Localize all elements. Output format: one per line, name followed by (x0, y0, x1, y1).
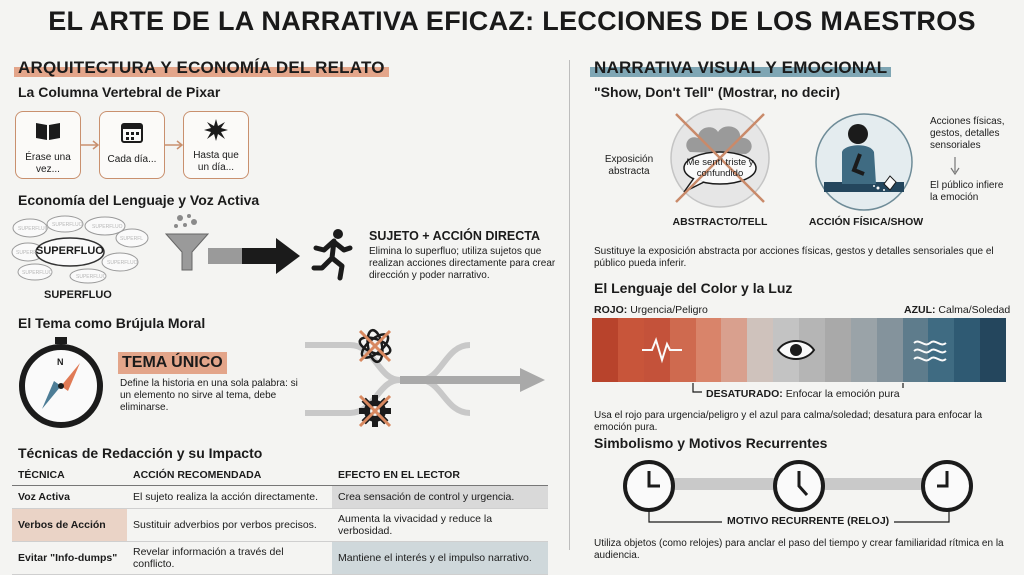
clock-icon (772, 459, 826, 513)
svg-text:SUPERFLUO: SUPERFLUO (92, 224, 123, 230)
exposition-label: Exposición abstracta (604, 154, 654, 177)
pixar-box-3-label: Hasta que un día... (193, 150, 239, 173)
col-header: ACCIÓN RECOMENDADA (127, 465, 332, 486)
eye-icon (776, 336, 816, 364)
heartbeat-icon (640, 332, 684, 368)
col-header: EFECTO EN EL LECTOR (332, 465, 548, 486)
techniques-header-row (12, 465, 548, 486)
theme-text: Define la historia en una sola palabra: si un elemento no sirve al tema, debe eliminarse. (120, 378, 298, 413)
color-swatch (954, 318, 980, 382)
pixar-heading: La Columna Vertebral de Pixar (18, 84, 221, 100)
show-label: ACCIÓN FÍSICA/SHOW (808, 216, 924, 228)
superfluo-bubble-word: SUPERFLUO (36, 245, 104, 257)
svg-text:SUPERFLUO: SUPERFLUO (76, 274, 107, 280)
red-value: Urgencia/Peligro (630, 304, 708, 316)
svg-text:SUPERFLUO: SUPERFLUO (18, 226, 49, 232)
tell-label: ABSTRACTO/TELL (672, 216, 768, 228)
color-swatch (980, 318, 1006, 382)
show-heading: "Show, Don't Tell" (Mostrar, no decir) (594, 84, 841, 100)
blue-key-row (904, 304, 1010, 316)
table-row (12, 486, 548, 509)
symbolism-heading: Simbolismo y Motivos Recurrentes (594, 435, 828, 451)
table-cell: Revelar información a través del conflicto. (127, 542, 332, 575)
tell-bubble-text: Me sentí triste y confundido (686, 157, 754, 179)
color-swatch (747, 318, 773, 382)
table-cell: Crea sensación de control y urgencia. (332, 486, 548, 509)
blue-key: AZUL: (904, 304, 936, 316)
svg-text:SUPERFLUO: SUPERFLUO (22, 270, 53, 276)
techniques-table (12, 465, 548, 575)
color-heading: El Lenguaje del Color y la Luz (594, 280, 793, 296)
theme-heading: El Tema como Brújula Moral (18, 315, 206, 331)
table-cell: El sujeto realiza la acción directamente. (127, 486, 332, 509)
right-section-title (594, 58, 887, 78)
pixar-arrow-1 (80, 140, 100, 150)
techniques-heading: Técnicas de Redacción y su Impacto (18, 445, 263, 461)
red-key-row (594, 304, 708, 316)
column-divider (569, 60, 570, 550)
table-cell: Sustituir adverbios por verbos precisos. (127, 509, 332, 542)
motif-label: MOTIVO RECURRENTE (RELOJ) (722, 515, 894, 527)
clock-icon (920, 459, 974, 513)
table-cell: Verbos de Acción (12, 509, 127, 542)
action-text: Elimina lo superfluo; utiliza sujetos que realizan acciones directamente para crear dirección y poder narrativo. (369, 246, 556, 281)
tema-unico-label: TEMA ÚNICO (118, 352, 227, 374)
table-row (12, 542, 548, 575)
color-swatch (825, 318, 851, 382)
theme-converging-arrow (300, 325, 550, 430)
table-cell: Voz Activa (12, 486, 127, 509)
compass-north-letter: N (57, 357, 64, 367)
book-icon (34, 120, 62, 142)
symbolism-caption: Utiliza objetos (como relojes) para anclar el paso del tiempo y crear familiaridad rítmica en la audiencia. (594, 538, 1004, 561)
clock-icon (622, 459, 676, 513)
table-cell: Aumenta la vivacidad y reduce la verbosidad. (332, 509, 548, 542)
superfluo-label: SUPERFLUO (44, 289, 112, 301)
desat-value: Enfocar la emoción pura (785, 388, 900, 400)
table-cell: Mantiene el interés y el impulso narrativo. (332, 542, 548, 575)
side-note-physical: Acciones físicas, gestos, detalles sensoriales (930, 116, 1005, 151)
running-figure-icon (310, 228, 354, 280)
svg-text:SUPERFL: SUPERFL (16, 250, 40, 256)
color-caption: Usa el rojo para urgencia/peligro y el azul para calma/soledad; desatura para enfocar la emoción pura. (594, 410, 983, 433)
side-note-infer: El público infiere la emoción (930, 180, 1004, 203)
svg-text:SUPERFLUO: SUPERFLUO (107, 260, 138, 266)
col-header: TÉCNICA (12, 465, 127, 486)
pixar-box-2-label: Cada día... (107, 154, 157, 165)
show-caption: Sustituye la exposición abstracta por acciones físicas, gestos y detalles sensoriales que el público pueda inferir. (594, 246, 994, 269)
left-section-title (18, 58, 385, 78)
page-title: EL ARTE DE LA NARRATIVA EFICAZ: LECCIONES DE LOS MAESTROS (48, 6, 976, 36)
pixar-arrow-2 (164, 140, 184, 150)
svg-text:SUPERFLUO: SUPERFLUO (52, 222, 83, 228)
color-swatch (851, 318, 877, 382)
red-key: ROJO: (594, 304, 628, 316)
funnel-arrow-graphic (158, 212, 308, 284)
economy-heading: Economía del Lenguaje y Voz Activa (18, 192, 260, 208)
pixar-box-1-label: Érase una vez... (25, 152, 71, 175)
burst-icon (203, 118, 229, 142)
show-person-graphic (814, 112, 914, 212)
color-swatch (696, 318, 722, 382)
pixar-box-3 (183, 111, 249, 179)
right-section-title-text: NARRATIVA VISUAL Y EMOCIONAL (594, 58, 888, 77)
color-swatch (877, 318, 903, 382)
calendar-icon (120, 120, 144, 144)
left-section-title-text: ARQUITECTURA Y ECONOMÍA DEL RELATO (18, 58, 385, 77)
svg-text:SUPERFL: SUPERFL (120, 236, 144, 242)
desat-label-row (702, 388, 904, 400)
table-row (12, 509, 548, 542)
color-swatch (721, 318, 747, 382)
desat-key: DESATURADO: (706, 388, 783, 400)
action-title: SUJETO + ACCIÓN DIRECTA (369, 229, 540, 243)
color-swatch (592, 318, 618, 382)
pixar-box-2 (99, 111, 165, 179)
pixar-box-1 (15, 111, 81, 179)
compass-icon (18, 337, 104, 429)
blue-value: Calma/Soledad (938, 304, 1011, 316)
table-cell: Evitar "Info-dumps" (12, 542, 127, 575)
waves-icon (912, 336, 948, 364)
down-arrow-icon (950, 156, 960, 176)
